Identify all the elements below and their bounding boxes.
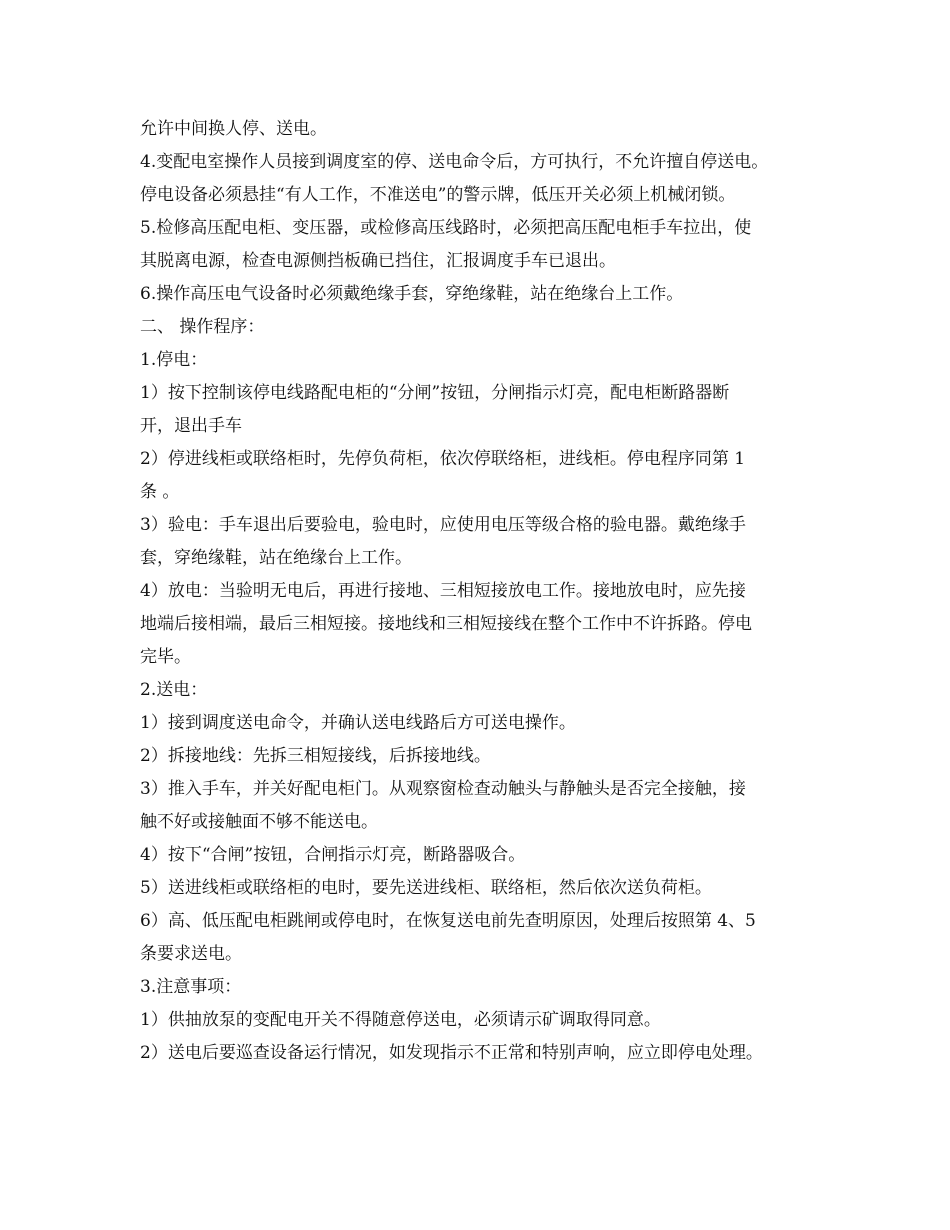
- text-line: 1）供抽放泵的变配电开关不得随意停送电，必须请示矿调取得同意。: [140, 1010, 661, 1030]
- text-line: 开，退出手车: [140, 416, 242, 436]
- section-heading: 二、 操作程序：: [140, 317, 265, 337]
- text-line: 2）停进线柜或联络柜时，先停负荷柜，依次停联络柜，进线柜。停电程序同第 1: [140, 449, 746, 469]
- text-line: 4.变配电室操作人员接到调度室的停、送电命令后，方可执行，不允许擅自停送电。: [140, 152, 769, 172]
- text-line: 完毕。: [140, 647, 191, 667]
- text-line: 5）送进线柜或联络柜的电时，要先送进线柜、联络柜，然后依次送负荷柜。: [140, 878, 712, 898]
- subsection-heading: 3.注意事项：: [140, 977, 242, 997]
- text-line: 套，穿绝缘鞋，站在绝缘台上工作。: [140, 548, 412, 568]
- text-line: 5.检修高压配电柜、变压器，或检修高压线路时，必须把高压配电柜手车拉出，使: [140, 218, 752, 238]
- text-line: 触不好或接触面不够不能送电。: [140, 812, 378, 832]
- text-line: 1）按下控制该停电线路配电柜的“分闸”按钮，分闸指示灯亮，配电柜断路器断: [140, 383, 730, 403]
- text-line: 2）拆接地线：先拆三相短接线，后拆接地线。: [140, 746, 491, 766]
- text-line: 其脱离电源，检查电源侧挡板确已挡住，汇报调度手车已退出。: [140, 251, 616, 271]
- text-line: 条 。: [140, 482, 180, 502]
- text-line: 1）接到调度送电命令，并确认送电线路后方可送电操作。: [140, 713, 576, 733]
- text-line: 地端后接相端，最后三相短接。接地线和三相短接线在整个工作中不许拆路。停电: [140, 614, 752, 634]
- text-line: 停电设备必须悬挂“有人工作，不准送电”的警示牌，低压开关必须上机械闭锁。: [140, 185, 736, 205]
- subsection-heading: 2.送电：: [140, 680, 208, 700]
- text-line: 2）送电后要巡查设备运行情况，如发现指示不正常和特别声响，应立即停电处理。: [140, 1043, 763, 1063]
- text-line: 3）验电：手车退出后要验电，验电时，应使用电压等级合格的验电器。戴绝缘手: [140, 515, 746, 535]
- document-body: [140, 113, 830, 1070]
- text-line: 6）高、低压配电柜跳闸或停电时，在恢复送电前先查明原因，处理后按照第 4、5: [140, 911, 756, 931]
- text-line: 4）放电：当验明无电后，再进行接地、三相短接放电工作。接地放电时，应先接: [140, 581, 746, 601]
- text-line: 允许中间换人停、送电。: [140, 119, 327, 139]
- text-line: 6.操作高压电气设备时必须戴绝缘手套，穿绝缘鞋，站在绝缘台上工作。: [140, 284, 684, 304]
- text-line: 4）按下“合闸”按钮，合闸指示灯亮，断路器吸合。: [140, 845, 526, 865]
- text-line: 3）推入手车，并关好配电柜门。从观察窗检查动触头与静触头是否完全接触，接: [140, 779, 746, 799]
- text-line: 条要求送电。: [140, 944, 242, 964]
- subsection-heading: 1.停电：: [140, 350, 208, 370]
